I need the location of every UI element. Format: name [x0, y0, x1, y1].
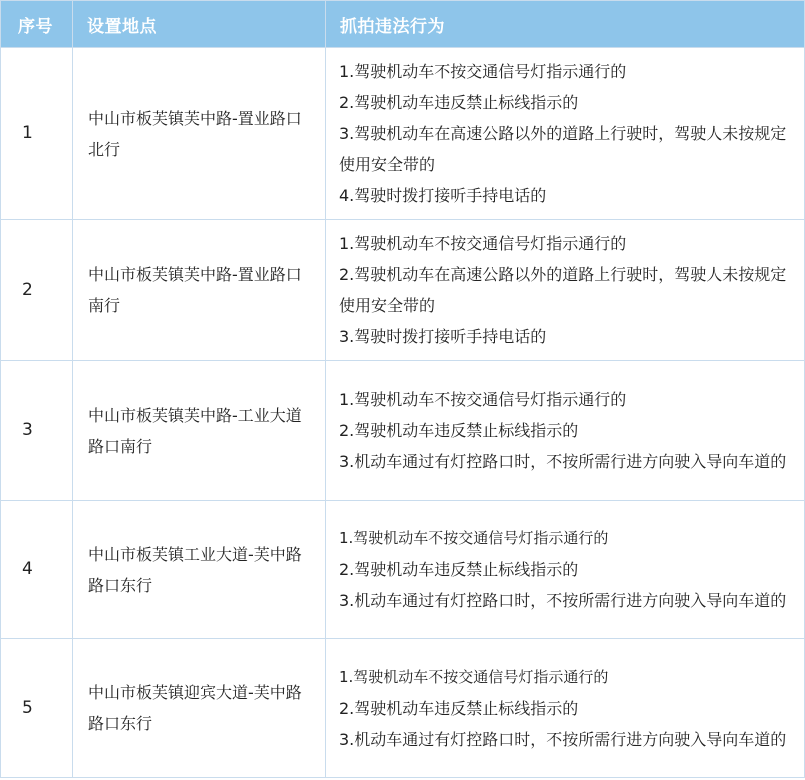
row-number: 5 — [1, 639, 73, 778]
table-row — [1, 639, 805, 778]
violation-item: 2.驾驶机动车违反禁止标线指示的 — [339, 421, 579, 440]
row-violations — [326, 361, 805, 501]
violation-item: 4.驾驶时拨打接听手持电话的 — [339, 186, 547, 205]
row-violations — [326, 220, 805, 361]
row-location: 中山市板芙镇工业大道-芙中路路口东行 — [73, 501, 326, 639]
violation-item: 3.机动车通过有灯控路口时，不按所需行进方向驶入导向车道的 — [339, 591, 787, 610]
table-body — [1, 48, 805, 778]
violation-item: 1.驾驶机动车不按交通信号灯指示通行的 — [339, 390, 627, 409]
row-location: 中山市板芙镇芙中路-置业路口南行 — [73, 220, 326, 361]
violation-item: 2.驾驶机动车在高速公路以外的道路上行驶时，驾驶人未按规定使用安全带的 — [339, 265, 787, 315]
table-row — [1, 48, 805, 220]
violation-item: 1.驾驶机动车不按交通信号灯指示通行的 — [339, 667, 609, 686]
row-location: 中山市板芙镇芙中路-工业大道路口南行 — [73, 361, 326, 501]
header-violation: 抓拍违法行为 — [326, 1, 805, 48]
violation-item: 2.驾驶机动车违反禁止标线指示的 — [339, 93, 579, 112]
violation-item: 3.驾驶机动车在高速公路以外的道路上行驶时，驾驶人未按规定使用安全带的 — [339, 124, 787, 174]
table-row — [1, 361, 805, 501]
table-row — [1, 501, 805, 639]
violation-item: 2.驾驶机动车违反禁止标线指示的 — [339, 698, 579, 718]
violation-item: 3.机动车通过有灯控路口时，不按所需行进方向驶入导向车道的 — [339, 729, 787, 749]
row-number: 1 — [1, 48, 73, 220]
table-row — [1, 220, 805, 361]
row-number: 3 — [1, 361, 73, 501]
violation-item: 1.驾驶机动车不按交通信号灯指示通行的 — [339, 529, 609, 547]
row-location: 中山市板芙镇芙中路-置业路口北行 — [73, 48, 326, 220]
row-location: 中山市板芙镇迎宾大道-芙中路路口东行 — [73, 639, 326, 778]
violation-item: 1.驾驶机动车不按交通信号灯指示通行的 — [339, 62, 627, 81]
table-header — [1, 1, 805, 48]
violation-item: 2.驾驶机动车违反禁止标线指示的 — [339, 560, 579, 579]
row-violations — [326, 639, 805, 778]
violation-item: 3.机动车通过有灯控路口时，不按所需行进方向驶入导向车道的 — [339, 452, 787, 471]
header-no: 序号 — [1, 1, 73, 48]
violation-item: 1.驾驶机动车不按交通信号灯指示通行的 — [339, 234, 627, 253]
header-location: 设置地点 — [73, 1, 326, 48]
header-row — [1, 1, 805, 48]
row-number: 4 — [1, 501, 73, 639]
row-violations — [326, 501, 805, 639]
row-violations — [326, 48, 805, 220]
violation-item: 3.驾驶时拨打接听手持电话的 — [339, 327, 547, 346]
row-number: 2 — [1, 220, 73, 361]
